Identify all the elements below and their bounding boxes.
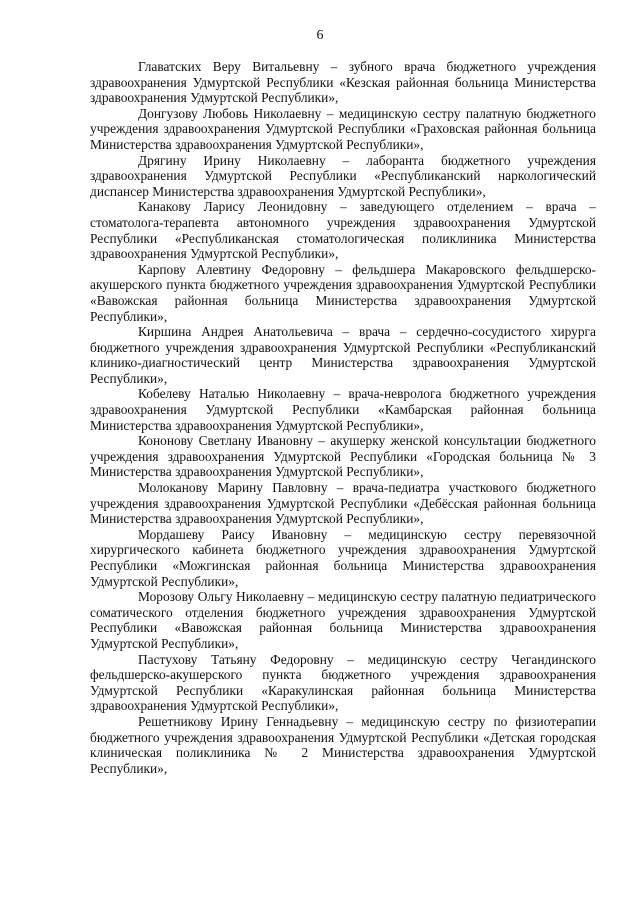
award-paragraph: Морозову Ольгу Николаевну – медицинскую сестру палатную педиатрического соматического отделения бюджетного учреждения здравоохранения Удмуртской Республики «Вавожская районная больница Министерства здравоохранения Удмуртской Республики», (90, 589, 596, 651)
award-paragraph: Главатских Веру Витальевну – зубного врача бюджетного учреждения здравоохранения Удмуртской Республики «Кезская районная больница Министерства здравоохранения Удмуртской Республики», (90, 59, 596, 106)
award-paragraph: Решетникову Ирину Геннадьевну – медицинскую сестру по физиотерапии бюджетного учреждения здравоохранения Удмуртской Республики «Детская городская клиническая поликлиника № 2 Министерства здравоохранения Удмуртской Республики», (90, 713, 596, 776)
award-paragraph: Мордашеву Раису Ивановну – медицинскую сестру перевязочной хирургического кабинета бюджетного учреждения здравоохранения Удмуртской Республики «Можгинская районная больница Министерства здравоохранения Удмуртской Республики», (90, 526, 596, 589)
award-paragraph: Дрягину Ирину Николаевну – лаборанта бюджетного учреждения здравоохранения Удмуртской Республики «Республиканский наркологический диспансер Министерства здравоохранения Удмуртской Республики», (90, 152, 596, 199)
award-paragraph: Молоканову Марину Павловну – врача-педиатра участкового бюджетного учреждения здравоохранения Удмуртской Республики «Дебёсская районная больница Министерства здравоохранения Удмуртской Республики», (90, 480, 596, 527)
award-paragraph: Киршина Андрея Анатольевича – врача – сердечно-сосудистого хирурга бюджетного учреждения здравоохранения Удмуртской Республики «Республиканский клинико-диагностический центр Министерства здравоохранения Удмуртской Республики», (90, 324, 596, 386)
award-list (90, 59, 596, 776)
page-number: 6 (316, 28, 324, 43)
award-paragraph: Донгузову Любовь Николаевну – медицинскую сестру палатную бюджетного учреждения здравоохранения Удмуртской Республики «Граховская районная больница Министерства здравоохранения Удмуртской Республики», (90, 105, 596, 152)
award-paragraph: Кононову Светлану Ивановну – акушерку женской консультации бюджетного учреждения здравоохранения Удмуртской Республики «Городская больница № 3 Министерства здравоохранения Удмуртской Республики», (90, 433, 596, 480)
award-paragraph: Карпову Алевтину Федоровну – фельдшера Макаровского фельдшерско-акушерского пункта бюджетного учреждения здравоохранения Удмуртской Республики «Вавожская районная больница Министерства здравоохранения Удмуртской Республики», (90, 261, 596, 324)
award-paragraph: Пастухову Татьяну Федоровну – медицинскую сестру Чегандинского фельдшерско-акушерского пункта бюджетного учреждения здравоохранения Удмуртской Республики «Каракулинская районная больница Министерства здравоохранения Удмуртской Республики», (90, 651, 596, 714)
award-paragraph: Кобелеву Наталью Николаевну – врача-невролога бюджетного учреждения здравоохранения Удмуртской Республики «Камбарская районная больница Министерства здравоохранения Удмуртской Республики», (90, 386, 596, 433)
award-paragraph: Канакову Ларису Леонидовну – заведующего отделением – врача – стоматолога-терапевта автономного учреждения здравоохранения Удмуртской Республики «Республиканская стоматологическая поликлиника Министерства здравоохранения Удмуртской Республики», (90, 199, 596, 262)
